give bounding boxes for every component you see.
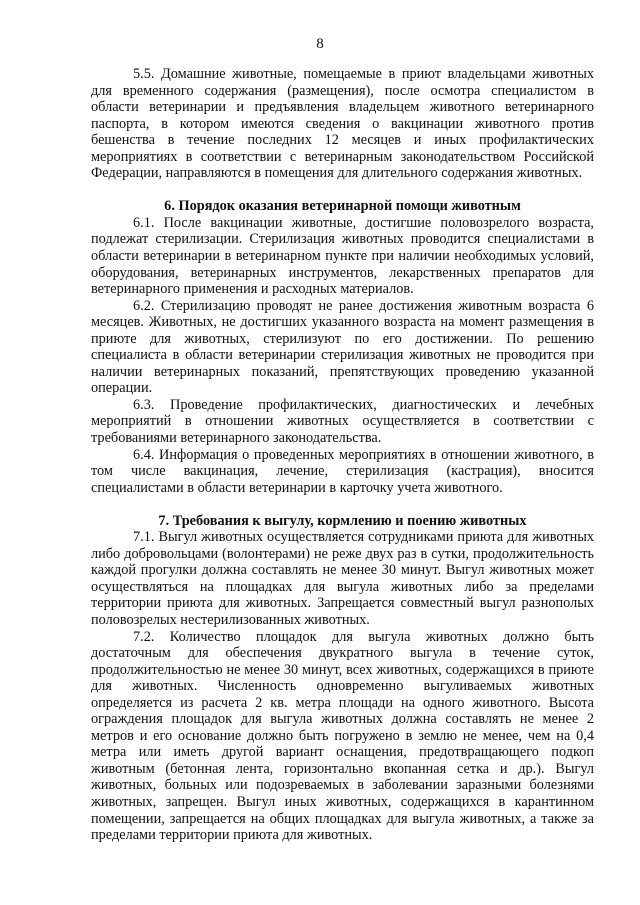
paragraph-6-2: 6.2. Стерилизацию проводят не ранее достижения животным возраста 6 месяцев. Животных, не достигших указанного возраста на момент размещения в приюте для животных, стерилизуют по его достижении. По решению специалиста в области ветеринарии стерилизация животных не проводится при наличии ветеринарных показаний, препятствующих проведению указанной операции. bbox=[91, 297, 594, 397]
paragraph-6-1: 6.1. После вакцинации животные, достигшие половозрелого возраста, подлежат стерилизации. Стерилизация животных проводится специалистами в области ветеринарии в ветеринарном пункте при наличии необходимых условий, оборудования, ветеринарных инструментов, лекарственных препаратов для ветеринарного применения и расходных материалов. bbox=[91, 214, 594, 298]
paragraph-5-5: 5.5. Домашние животные, помещаемые в приют владельцами животных для временного содержания (размещения), после осмотра специалистом в области ветеринарии и предъявления владельцем животного ветеринарного паспорта, в котором имеются сведения о вакцинации животного против бешенства в течение последних 12 месяцев и иных профилактических мероприятиях в соответствии с ветеринарным законодательством Российской Федерации, направляются в помещения для длительного содержания животных. bbox=[91, 66, 594, 182]
spacer bbox=[91, 182, 594, 199]
section-heading-6: 6. Порядок оказания ветеринарной помощи животным bbox=[164, 198, 521, 215]
spacer bbox=[91, 496, 594, 513]
paragraph-6-4: 6.4. Информация о проведенных мероприятиях в отношении животного, в том числе вакцинация, лечение, стерилизация (кастрация), вносится специалистами в области ветеринарии в карточку учета животного. bbox=[91, 446, 594, 496]
page-number: 8 bbox=[316, 36, 324, 52]
paragraph-6-3: 6.3. Проведение профилактических, диагностических и лечебных мероприятий в отношении животных осуществляется в соответствии с требованиями ветеринарного законодательства. bbox=[91, 396, 594, 446]
paragraph-7-1: 7.1. Выгул животных осуществляется сотрудниками приюта для животных либо добровольцами (волонтерами) не реже двух раз в сутки, продолжительность каждой прогулки должна составлять не менее 30 минут. Выгул животных может осуществляться на площадках для выгула животных либо за пределами территории приюта для животных. Запрещается совместный выгул разнополых половозрелых нестерилизованных животных. bbox=[91, 529, 594, 628]
document-body bbox=[91, 66, 594, 844]
section-heading-7: 7. Требования к выгулу, кормлению и поению животных bbox=[158, 512, 527, 529]
paragraph-7-2: 7.2. Количество площадок для выгула животных должно быть достаточным для обеспечения двукратного выгула в течение суток, продолжительностью не менее 30 минут, всех животных, содержащихся в приюте для животных. Численность одновременно выгуливаемых животных определяется из расчета 2 кв. метра площади на одного животного. Высота ограждения площадок для выгула животных должна составлять не менее 2 метров и его основание должно быть погружено в землю не менее, чем на 0,4 метра или иметь другой вариант оснащения, предотвращающего подкоп животным (бетонная лента, горизонтально вкопанная сетка и др.). Выгул животных, больных или подозреваемых в заболевании заразными болезнями животных, запрещен. Выгул иных животных, содержащихся в карантинном помещении, запрещается на общих площадках для выгула животных, а также за пределами территории приюта для животных. bbox=[91, 628, 594, 844]
